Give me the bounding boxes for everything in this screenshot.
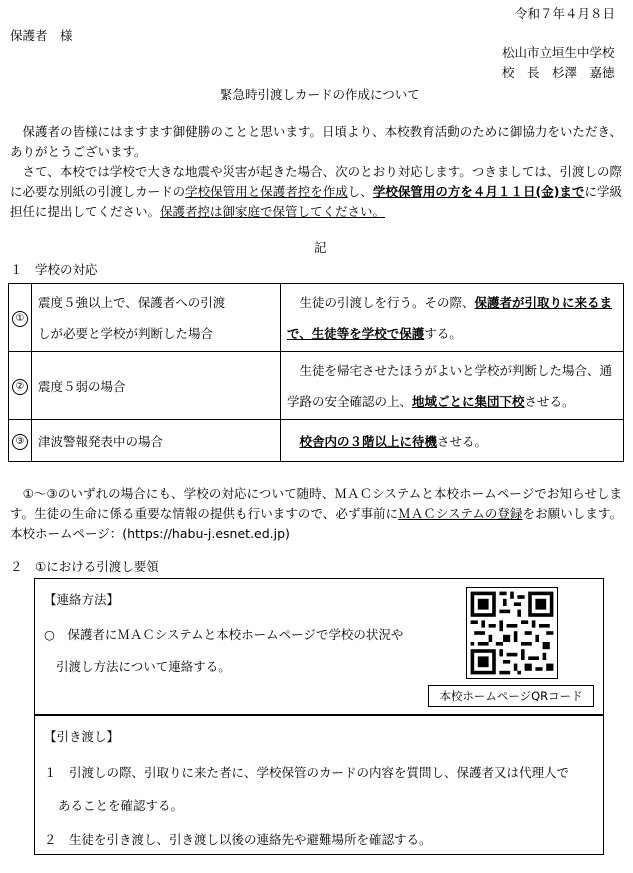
contact-method-text-1: ○ 保護者にＭＡＣシステムと本校ホームページで学校の状況や <box>44 627 404 642</box>
notice-paragraph <box>10 484 622 544</box>
section2-heading: ２ ①における引渡し要領 <box>10 559 159 574</box>
intro-paragraph-1 <box>10 122 622 162</box>
action-text: させる。 <box>524 393 575 409</box>
row-number-cell <box>9 284 32 352</box>
condition-text: 震度５弱の場合 <box>38 378 126 394</box>
contact-method-title: 【連絡方法】 <box>44 592 120 607</box>
handover-step-2: ２ 生徒を引き渡し、引き渡し以後の連絡先や避難場所を確認する。 <box>44 832 432 847</box>
action-text: 生徒の引渡しを行う。その際、 <box>287 294 475 310</box>
intro-deadline: 学校保管用の方を４月１１日(金)まで <box>372 184 585 199</box>
action-text: 生徒を帰宅させたほうがよいと学校が判断した場合、通学路の安全確認の上、 <box>287 362 613 409</box>
action-cell <box>281 420 624 462</box>
condition-text: しが必要と学校が判断した場合 <box>38 325 214 341</box>
principal-name: 校 長 杉澤 嘉徳 <box>502 65 615 80</box>
qr-code-icon <box>466 587 558 679</box>
ki-heading: 記 <box>314 240 327 255</box>
condition-cell <box>32 284 281 352</box>
table-row <box>9 352 624 420</box>
contact-method-text-2: 引渡し方法について連絡する。 <box>56 659 231 674</box>
condition-text: 震度５強以上で、保護者への引渡 <box>38 294 226 310</box>
action-cell <box>281 352 624 420</box>
intro-text-2e: に学級担任に提出してください。 <box>10 184 622 219</box>
handover-step-1a: １ 引渡しの際、引取りに来た者に、学校保管のカードの内容を質問し、保護者又は代理人で <box>44 765 570 780</box>
recipient: 保護者 様 <box>10 28 73 43</box>
condition-cell <box>32 420 281 462</box>
condition-cell <box>32 352 281 420</box>
intro-text-2b: 学校保管用と保護者控を作成 <box>185 184 348 199</box>
section1-heading: １ 学校の対応 <box>10 262 98 277</box>
intro-paragraph-2 <box>10 162 622 222</box>
action-emphasis: 校舎内の３階以上に待機 <box>299 433 438 449</box>
row-number: ② <box>12 379 28 395</box>
action-text <box>287 434 300 449</box>
row-number-cell <box>9 420 32 462</box>
notice-text-a: ①～③のいずれの場合にも、学校の対応について随時、ＭＡＣシステムと本校ホームページでお知らせします。生徒の生命に係る重要な情報の提供も行いますので、必ず事前に <box>10 486 622 521</box>
row-number: ③ <box>12 434 28 450</box>
action-text: する。 <box>424 325 462 341</box>
intro-text-2a: さて、本校では学校で大きな地震や災害が起きた場合、次のとおり対応します。つきましては、引渡しの際に必要な別紙の引渡しカードの <box>10 164 622 199</box>
action-cell <box>281 284 624 352</box>
action-emphasis: 地域ごとに集団下校 <box>412 393 525 409</box>
response-table <box>8 283 624 462</box>
intro-text-2f: 保護者控は御家庭で保管してください。 <box>160 204 386 219</box>
intro-text-1: 保護者の皆様にはますます御健勝のことと思います。日頃より、本校教育活動のために御協力をいただき、ありがとうございます。 <box>10 124 622 159</box>
handover-title: 【引き渡し】 <box>44 729 120 744</box>
row-number-cell <box>9 352 32 420</box>
action-text: させる。 <box>437 433 488 449</box>
intro-text-2c: し、 <box>347 184 373 199</box>
action-emphasis: 保護者が引取りに来るまで、生徒等を学校で保護 <box>287 294 613 341</box>
notice-mac-registration: ＭＡＣシステムの登録 <box>398 506 523 521</box>
table-row <box>9 284 624 352</box>
handover-step-1b: あることを確認する。 <box>58 798 184 813</box>
row-number: ① <box>12 311 28 327</box>
document-title: 緊急時引渡しカードの作成について <box>220 87 420 102</box>
condition-text: 津波警報発表中の場合 <box>38 433 164 449</box>
table-row <box>9 420 624 462</box>
school-name: 松山市立垣生中学校 <box>502 45 615 60</box>
qr-code-image <box>467 588 557 678</box>
document-date: 令和７年４月８日 <box>514 6 615 21</box>
qr-code-label: 本校ホームページQRコード <box>428 685 594 707</box>
notice-text-c: をお願いします。本校ホームページ：(https://habu-j.esnet.ed.jp) <box>10 506 622 541</box>
